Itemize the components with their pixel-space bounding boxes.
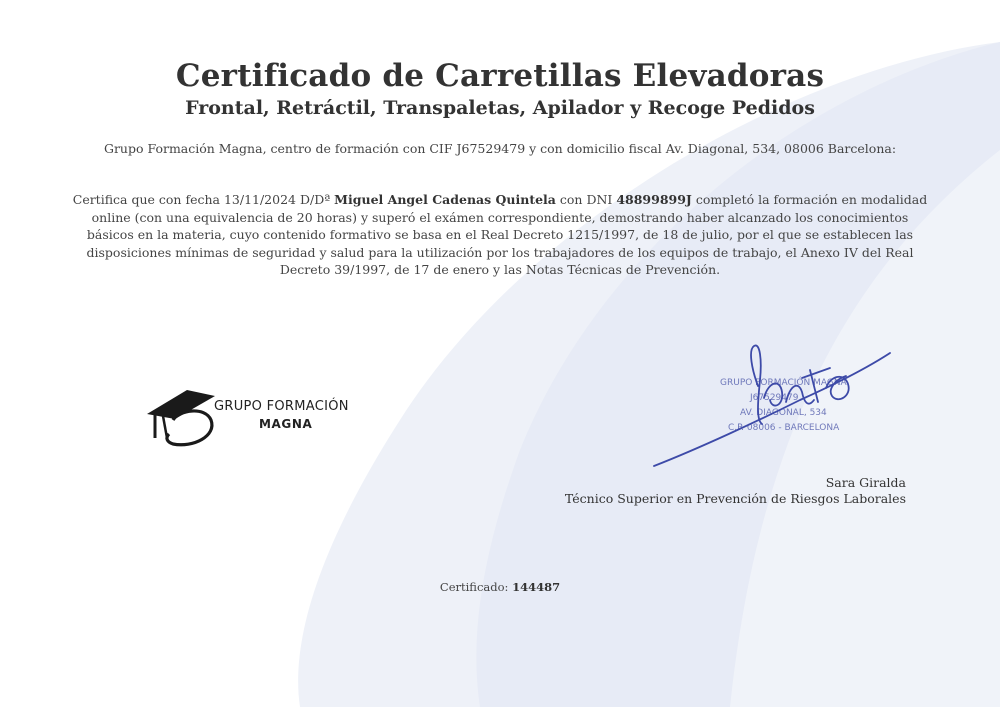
certification-body [70,191,930,279]
signature-stamp [640,340,900,475]
dni-label: con DNI [559,192,613,207]
handwritten-signature [654,345,890,466]
certificate-title: Certificado de Carretillas Elevadoras [175,58,825,94]
logo-text-line1: GRUPO FORMACIÓN [214,399,349,414]
issuer-statement: Grupo Formación Magna, centro de formación con CIF J67529479 y con domicilio fiscal Av. Diagonal, 534, 08006 Barcelona: [103,141,897,156]
certificate-number-label: Certificado: [439,580,509,594]
signer-role: Técnico Superior en Prevención de Riesgos Laborales [564,491,906,506]
stamp-line3: AV. DIAGONAL, 534 [740,408,827,418]
stamp-line2: J67529479 [750,393,799,403]
certificate-number-value: 144487 [512,580,561,594]
stamp-line4: C.P. 08006 - BARCELONA [728,423,840,433]
stamp-line1: GRUPO FORMACIÓN MAGNA [720,378,847,388]
logo-text-line2: MAGNA [259,417,313,431]
certificate-subtitle: Frontal, Retráctil, Transpaletas, Apilador y Recoge Pedidos [185,97,815,119]
signer-name: Sara Giralda [825,475,906,490]
body-intro: Certifica que con fecha 13/11/2024 D/Dª [72,192,331,207]
certificate-number [0,580,1000,594]
student-name: Miguel Angel Cadenas Quintela [334,192,556,207]
student-dni: 48899899J [616,192,692,207]
body-text: completó la formación en modalidad online (con una equivalencia de 20 horas) y superó el exámen correspondiente, demostrando haber alcanzado los conocimientos básicos en la materia, cuyo contenido formativo se basa en el Real Decreto 1215/1997, de 18 de julio, por el que se establecen las disposiciones mínimas de seguridad y salud para la utilización por los trabajadores de los equipos de trabajo, el Anexo IV del Real Decreto 39/1997, de 17 de enero y las Notas Técnicas de Prevención. [86,192,928,277]
